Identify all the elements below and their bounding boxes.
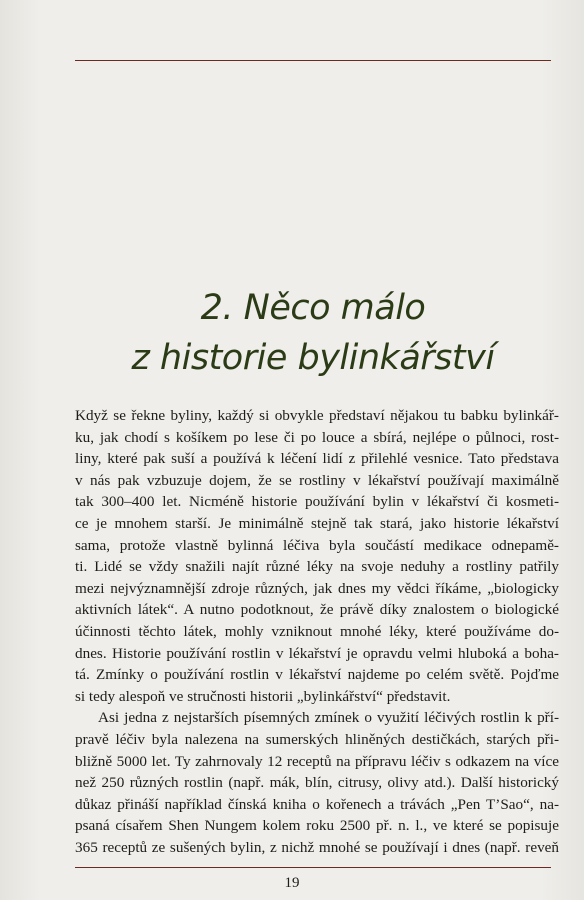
text-line: než 250 různých rostlin (např. mák, blín, citrusy, olivy atd.). Další historický xyxy=(75,774,559,792)
text-line: tá. Zmínky o používání rostlin v lékařství najdeme po celém světě. Pojďme xyxy=(75,666,559,684)
text-line: si tedy alespoň ve stručnosti historii „bylinkářství“ představit. xyxy=(75,687,451,705)
text-line: pravě léčiv byla nalezena na sumerských hliněných destičkách, starých při- xyxy=(75,730,559,748)
text-line: psaná císařem Shen Nungem kolem roku 2500 př. n. l., ve které se popisuje xyxy=(75,817,559,835)
text-line: mezi nejvýznamnější zdroje různých, jak dnes my vědci říkáme, „biologicky xyxy=(75,579,559,597)
top-rule xyxy=(75,60,551,61)
text-line: Asi jedna z nejstarších písemných zmínek o využití léčivých rostlin k pří- xyxy=(98,709,559,727)
page-number: 19 xyxy=(284,875,300,891)
text-line: v nás pak vzbuzuje dojem, že se rostliny v lékařství používají maximálně xyxy=(75,471,559,489)
chapter-title-line-1: 2. Něco málo xyxy=(200,288,426,328)
text-line: důkaz přináší například čínská kniha o kořenech a trávách „Pen T’Sao“, na- xyxy=(75,795,559,813)
text-line: ti. Lidé se vždy snažili najít různé léky na svoje neduhy a rostliny patřily xyxy=(75,558,559,576)
text-line: ku, jak chodí s košíkem po lese či po louce a sbírá, nejlépe o půlnoci, rost- xyxy=(75,428,559,446)
text-line: liny, které pak suší a používá k léčení lidí z přilehlé vesnice. Tato představa xyxy=(75,450,559,468)
text-line: účinnosti těchto látek, mohly vzniknout mnohé léky, které používáme do- xyxy=(75,622,559,640)
bottom-rule xyxy=(75,867,551,868)
text-line: sama, protože vlastně bylinná léčiva byla součástí medikace odnepamě- xyxy=(75,536,559,554)
text-line: bližně 5000 let. Ty zahrnovaly 12 receptů na přípravu léčiv s odkazem na více xyxy=(75,752,559,770)
text-line: aktivních látek“. A nutno podotknout, že právě díky znalostem o biologické xyxy=(75,601,559,619)
chapter-title xyxy=(75,283,551,383)
text-line: dnes. Historie používání rostlin v lékařství je opravdu velmi hluboká a boha- xyxy=(75,644,559,662)
text-line: ce je mnohem starší. Je minimálně stejně tak stará, jako historie lékařství xyxy=(75,514,559,532)
text-line: 365 receptů ze sušených bylin, z nichž mnohé se používají i dnes (např. reveň xyxy=(75,838,559,856)
chapter-title-line-2: z historie bylinkářství xyxy=(131,338,495,378)
text-line: tak 300–400 let. Nicméně historie používání bylin v lékařství či kosmeti- xyxy=(75,493,559,511)
body-text xyxy=(75,405,559,858)
text-line: Když se řekne byliny, každý si obvykle představí nějakou tu babku bylinkář- xyxy=(75,407,559,424)
